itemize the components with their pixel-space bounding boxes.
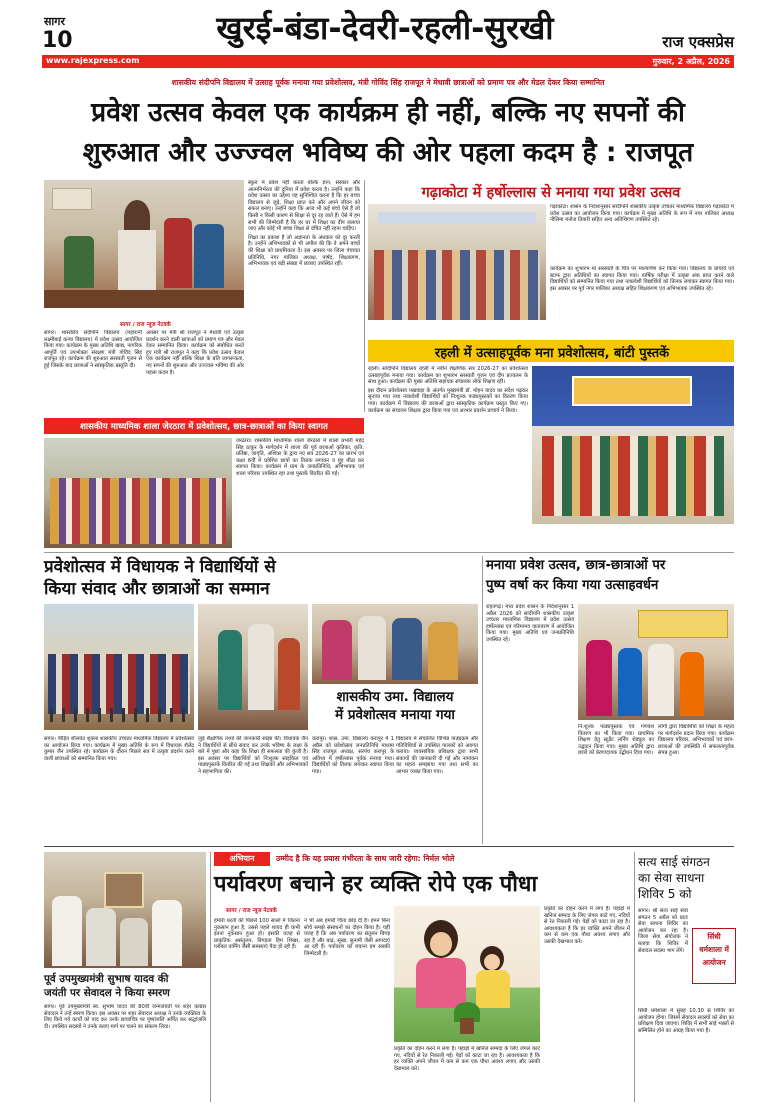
vidhayak-headline-line2: किया संवाद और छात्राओं का सम्मान — [44, 579, 270, 599]
garhakota-body-col2: कार्यक्रम का शुभारंभ मां सरस्वती के चित्र पर माल्यार्पण कर किया गया। विद्यालय के प्राचार्य एवं स्टाफ द्वारा अतिथियों का स्वागत किया गया। वार्षिक परीक्षा में उत्कृष्ट अंक प्राप्त करने वाले विद्यार्थियों को सम्मानित किया गया तथा नवप्रवेशी विद्यार्थियों को तिलक लगाकर स्वागत किया गया। इस अवसर पर पूर्व नगर पालिका अध्यक्ष सहित शिक्षकगण एवं अभिभावक उपस्थित रहे। — [550, 266, 734, 292]
vidhayak-photo-2 — [198, 604, 308, 730]
vidhayak-headline-line1: प्रवेशोत्सव में विधायक ने विद्यार्थियों से — [44, 557, 276, 577]
pushp-headline-line2: पुष्प वर्षा कर किया गया उत्साहवर्धन — [486, 578, 659, 593]
brand-logo: राज एक्सप्रेस — [662, 33, 734, 51]
campaign-tag-label: अभियान — [229, 854, 255, 863]
jeratara-body: जरठारा। शासकीय माध्यमिक शाला जेरठारा में शाला प्रभारी महेंद्र सिंह ठाकुर के मार्गदर्शन में शाला की पूर्व छात्राओं कृतिका, कृति, प्रतिष्ठा, जागृति, अंशिका के द्वारा नए सत्र 2026-27 का प्रारंभ एवं कक्षा 6वीं में प्रवेशित छात्रों का तिलक लगाकर व मुंह मीठा कर स्वागत किया। कार्यक्रम में ग्राम के जनप्रतिनिधि, अभिभावक एवं शाला परिवार उपस्थित रहा तथा पुस्तकें वितरित की गईं। — [236, 438, 364, 477]
lead-headline-line1: प्रवेश उत्सव केवल एक कार्यक्रम ही नहीं, बल्कि नए सपनों की — [91, 97, 685, 128]
satya-headline-line3: शिविर 5 को — [638, 887, 692, 901]
lead-body-col2: अवसर पर मंत्री श्री राजपूत ने मेधावी एवं उत्कृष्ट प्रदर्शन करने वाली छात्राओं को प्रमाण पत्र और मेडल देकर सम्मानित किया। कार्यक्रम को संबोधित करते हुए मंत्री श्री राजपूत ने कहा कि प्रवेश उत्सव केवल एक कार्यक्रम नहीं बल्कि शिक्षा के प्रति जागरूकता, नए सपनों की शुरुआत और उज्ज्वल भविष्य की ओर पहला कदम है। — [146, 330, 244, 376]
website-link[interactable]: www.rajexpress.com — [46, 56, 140, 65]
pushp-body-col3: लोंगी द्वारा विद्यार्थियों को शिक्षा के महत्व पर मार्गदर्शन प्रदान किया गया। कार्यक्रम विद्यालय परिवार, अभिभावकों एवं छात्र-छात्राओं की उपस्थिति में सफलतापूर्वक संपन्न हुआ। — [658, 724, 734, 757]
lead-body-col1: सागर। शासकीय संदीपनि विद्यालय (महारानी लक्ष्मीबाई कन्या विद्यालय) में प्रवेश उत्सव आयोजित किया गया। कार्यक्रम के मुख्य अतिथि खाद्य, नागरिक आपूर्ति एवं उपभोक्ता संरक्षण मंत्री गोविंद सिंह राजपूत रहे। कार्यक्रम की शुरुआत सरस्वती पूजन से हुई जिसके बाद छात्राओं ने सांस्कृतिक प्रस्तुति दी। — [44, 330, 142, 369]
pushp-headline-line1: मनाया प्रवेश उत्सव, छात्र-छात्राओं पर — [486, 558, 666, 573]
page-number: 10 — [42, 28, 73, 53]
satya-body: सागर। श्री सत्य साई सेवा संगठन 5 अप्रैल को प्रातः सेवा साधना शिविर का आयोजन कर रहा है। जिला सेवा संयोजक ने बताया कि शिविर में सेवादल सदस्य भाग लेंगे। — [638, 908, 688, 954]
uma-body-col1: करापुर। शास. उमा. विद्यालय करापुर में 1 अप्रैल को प्रवेशोत्सव जनप्रतिनिधि माध्यम सिंह राजपूत अध्यक्ष, सरपंच करापुर के अतिथ्य में हर्षोल्लास पूर्वक मनाया गया। विद्यार्थियों को तिलक लगाकर स्वागत किया गया। — [312, 736, 394, 775]
sindhi-box-title-2: धर्मशाला में — [699, 945, 729, 954]
paryavaran-body-col4: प्रकृति का दोहन करने में लगा है। पहाड़ों में खनिज सम्पदा के लिए जंगल काटे गए, नदियों से रेत निकाली गई। पेड़ों को काटा जा रहा है। आवश्यकता है कि हर व्यक्ति अपने जीवन में कम से कम एक पौधा अवश्य लगाए और उसकी देखभाल करे। — [544, 906, 630, 945]
uma-body-col2: विद्यालय में संचालित विभिन्न पाठ्यक्रम और गतिविधियों से उपस्थित पालकों को अवगत कराया। व्यवसायिक प्रशिक्षक द्वारा सभी संकायों की जानकारी दी गई और नामांकन का महत्व समझाया गया तथा सभी का आभार व्यक्त किया गया। — [396, 736, 478, 775]
jeratara-headline: शासकीय माध्यमिक शाला जेरठारा में प्रवेशोत्सव, छात्र-छात्राओं का किया स्वागत — [80, 422, 328, 432]
subhash-headline-line2: जयंती पर सेवादल ने किया स्मरण — [44, 987, 170, 999]
uma-photo — [312, 604, 478, 684]
pushp-body-col2: नि:शुल्क पाठ्यपुस्तक एवं गणवेश वितरण का भी किया गया। प्राथमिक शिक्षण हेतु स्टूडेंट लर्निंग शेड्यूल का उद्घाटन किया गया। मुख्य अतिथि द्वारा छात्रों को प्रेरणादायक उद्बोधन दिया गया। — [578, 724, 654, 757]
uma-headline-line1: शासकीय उमा. विद्यालय — [336, 689, 454, 705]
subhash-body: सागर। पूर्व उपमुख्यमंत्री स्व. सुभाष यादव की 80वीं जन्मजयंती पर शहर कांग्रेस सेवादल ने उन्हें स्मरण किया। इस अवसर पर शहर सेवादल अध्यक्ष ने उनके व्यक्तित्व के लिए किये गये कार्यों को याद कर उनके छायाचित्र पर पुष्पांजलि अर्पित कर श्रद्धांजलि दी। उपस्थित सदस्यों ने उनके बताए मार्ग पर चलने का संकल्प लिया। — [44, 1004, 206, 1030]
section-title: खुरई-बंडा-देवरी-रहली-सुरखी — [216, 9, 554, 47]
lead-kicker: शासकीय संदीपनि विद्यालय में उत्साह पूर्वक मनाया गया प्रवेशोत्सव, मंत्री गोविंद सिंह राजपूत ने मेधावी छात्राओं को प्रमाण पत्र और मेडल देकर किया सम्मानित — [171, 78, 605, 87]
jeratara-photo — [44, 438, 232, 548]
lead-photo-credit: सागर / राज न्यूज नेटवर्क — [120, 322, 171, 328]
paryavaran-illustration — [394, 906, 540, 1042]
subhash-headline-line1: पूर्व उपमुख्यमंत्री सुभाष यादव की — [44, 973, 169, 985]
rehli-photo — [532, 366, 734, 524]
sindhi-box-title-1: सिंधी — [707, 932, 721, 941]
satya-headline-line2: का सेवा साधना — [638, 871, 705, 885]
garhakota-body-col1: गढ़ाकोटा। शासन के निर्देशानुसार सांदीपनि शासकीय उत्कृष्ट उच्चतर माध्यमिक विद्यालय गढ़ाकोटा में प्रवेश उत्सव का आयोजन किया गया। कार्यक्रम में मुख्य अतिथि के रूप में नगर पालिका अध्यक्ष नीलिमा मनोज तिवारी सहित अन्य अतिथिगण उपस्थित रहे। — [550, 204, 734, 224]
lead-body-col3: स्कूल में प्रवेश नहीं करता बल्कि ज्ञान, संस्कार और आत्मनिर्भरता की दुनिया में प्रवेश करता है। उन्होंने कहा कि प्रवेश उत्सव का उद्देश्य यह सुनिश्चित करना है कि हर बच्चा विद्यालय से जुड़े, शिक्षा प्राप्त करे और अपने जीवन को सफल बनाए। उन्होंने कहा कि आज भी कई बच्चे ऐसे हैं जो किसी न किसी कारण से शिक्षा से दूर रह जाते हैं। ऐसे में हम सभी की जिम्मेदारी है कि हर घर में शिक्षा का दीप जलाया जाए और कोई भी बच्चा शिक्षा से वंचित नहीं रहना चाहिए। शिक्षा का प्रकाश है जो अज्ञानता के अंधकार को दूर करती है। उन्होंने अभिभावकों से भी अपील की कि वे अपने बच्चों की शिक्षा को प्राथमिकता दें। इस अवसर पर जिला पंचायत प्रतिनिधि, नगर पालिका अध्यक्ष, पार्षद, शिक्षकगण, अभिभावक एवं बड़ी संख्या में छात्राएं उपस्थित रहीं। — [248, 180, 360, 268]
paryavaran-kicker: उम्मीद है कि यह प्रयास गंभीरता के साथ जारी रहेगा: निर्मल भोले — [276, 854, 455, 863]
rehli-headline: रहली में उत्साहपूर्वक मना प्रवेशोत्सव, बांटी पुस्तकें — [434, 346, 670, 361]
satya-body-2: सिंधी धर्मशाला में सुबह 10.30 से शिविर का आयोजन होगा। जिसमें सेवादल सदस्यों को सेवा का प्रशिक्षण दिया जाएगा। शिविर में सभी साई भक्तों से सम्मिलित होने का आग्रह किया गया है। — [638, 1008, 734, 1034]
paryavaran-body-col3: प्रकृति का दोहन करने में लगा है। पहाड़ों में खनिज सम्पदा के लिए जंगल काटे गए, नदियों से रेत निकाली गई। पेड़ों को काटा जा रहा है। आवश्यकता है कि हर व्यक्ति अपने जीवन में कम से कम एक पौधा अवश्य लगाए और उसकी देखभाल करे। — [394, 1046, 540, 1072]
satya-headline-line1: सत्य साई संगठन — [638, 855, 710, 869]
paryavaran-body-col1: हमारी धरती की पिछले 100 सालों में जितना नुकसान हुआ है, उससे पहले शायद ही कभी इतना नुकसान हुआ हो। इसकी वजह से प्राकृतिक असंतुलन, बिगड़ता हिम शिखर, ग्लोबल वार्मिंग जैसी समस्याएं पैदा हो रही हैं। — [214, 918, 300, 951]
paryavaran-headline: पर्यावरण बचाने हर व्यक्ति रोपे एक पौधा — [214, 872, 538, 897]
lead-photo — [44, 180, 244, 308]
pushp-body-col1: राहतगढ़। मध्य प्रदेश शासन के निर्देशानुसार 1 अप्रैल 2026 को सांदीपनि शासकीय उत्कृष्ट उच्चतर माध्यमिक विद्यालय में प्रवेश उत्सव हर्षोल्लास एवं गरिमामय वातावरण में आयोजित किया गया। मुख्य अतिथि एवं जनप्रतिनिधि उपस्थित रहे। — [486, 604, 574, 643]
vidhayak-photo — [44, 604, 194, 730]
vidhayak-body-col1: सागर। पीड़ित शीलवंत शुक्ला शासकीय उच्चतर माध्यमिक विद्यालय में प्रवेशोत्सव का आयोजन किया गया। कार्यक्रम में मुख्य अतिथि के रूप में विधायक शैलेंद्र कुमार जैन उपस्थित रहे। कार्यक्रम के दौरान पिछले सत्र में उत्कृष्ट प्रदर्शन करने वाली छात्राओं को सम्मानित किया गया। — [44, 736, 194, 762]
sindhi-box-title-3: आयोजन — [702, 958, 726, 967]
lead-headline-line2: शुरुआत और उज्ज्वल भविष्य की ओर पहला कदम है : राजपूत — [82, 137, 694, 168]
issue-date: गुरुवार, 2 अप्रैल, 2026 — [652, 57, 730, 66]
garhakota-headline: गढ़ाकोटा में हर्षोल्लास से मनाया गया प्रवेश उत्सव — [421, 185, 681, 201]
uma-headline-line2: में प्रवेशोत्सव मनाया गया — [335, 707, 455, 723]
pushp-body-col1b — [486, 748, 574, 842]
paryavaran-body-col2: ने भी अब हमारी चिंता छोड़ दी है। हमने बिना सोचे समझे संसाधनों का दोहन किया है। यही वजह है कि अब पर्यावरण का संतुलन बिगड़ रहा है और बाढ़, सूखा, सुनामी जैसी आपदाएं आ रही हैं। पर्यावरण को बचाना हम सबकी जिम्मेदारी है। — [304, 918, 390, 957]
garhakota-photo — [368, 204, 546, 320]
page-edition: सागर — [44, 15, 65, 28]
rehli-body: रहली। सांदीपनि विद्यालय रहली में नवीन शैक्षणिक सत्र 2026-27 का प्रवेशोत्सव उत्साहपूर्वक मनाया गया। कार्यक्रम का शुभारंभ सरस्वती पूजन एवं दीप प्रज्वलन के साथ हुआ। कार्यक्रम की मुख्य अतिथि सहायक संचालक लोक शिक्षण रहीं। इस दौरान प्रवेशोत्सव पखवाड़ा के अंतर्गत मुख्यमंत्री डॉ. मोहन यादव का संदेश पढ़कर सुनाया गया तथा नवप्रवेशी विद्यार्थियों को निःशुल्क पाठ्यपुस्तकों का वितरण किया गया। कार्यक्रम में विद्यालय की छात्राओं द्वारा सांस्कृतिक कार्यक्रम प्रस्तुत किए गए। कार्यक्रम का संचालन शिक्षक द्वारा किया गया एवं आभार प्रदर्शन प्राचार्य ने किया। — [368, 366, 528, 414]
vidhayak-body-col2: जुड़े शैक्षणिक तथ्यों की जानकारी साझा की। विधायक जैन ने विद्यार्थियों से सीधे संवाद कर उनके भविष्य के लक्ष्य के बारे में पूछा और कहा कि शिक्षा ही सफलता की कुंजी है। इस अवसर पर विद्यार्थियों को निःशुल्क साइकिल एवं पाठ्यपुस्तकें वितरित की गईं तथा शिक्षकों और अभिभावकों ने सहभागिता की। — [198, 736, 308, 775]
paryavaran-credit: सागर / राज न्यूज नेटवर्क — [226, 908, 277, 914]
subhash-photo — [44, 852, 206, 968]
pushp-photo — [578, 604, 734, 720]
